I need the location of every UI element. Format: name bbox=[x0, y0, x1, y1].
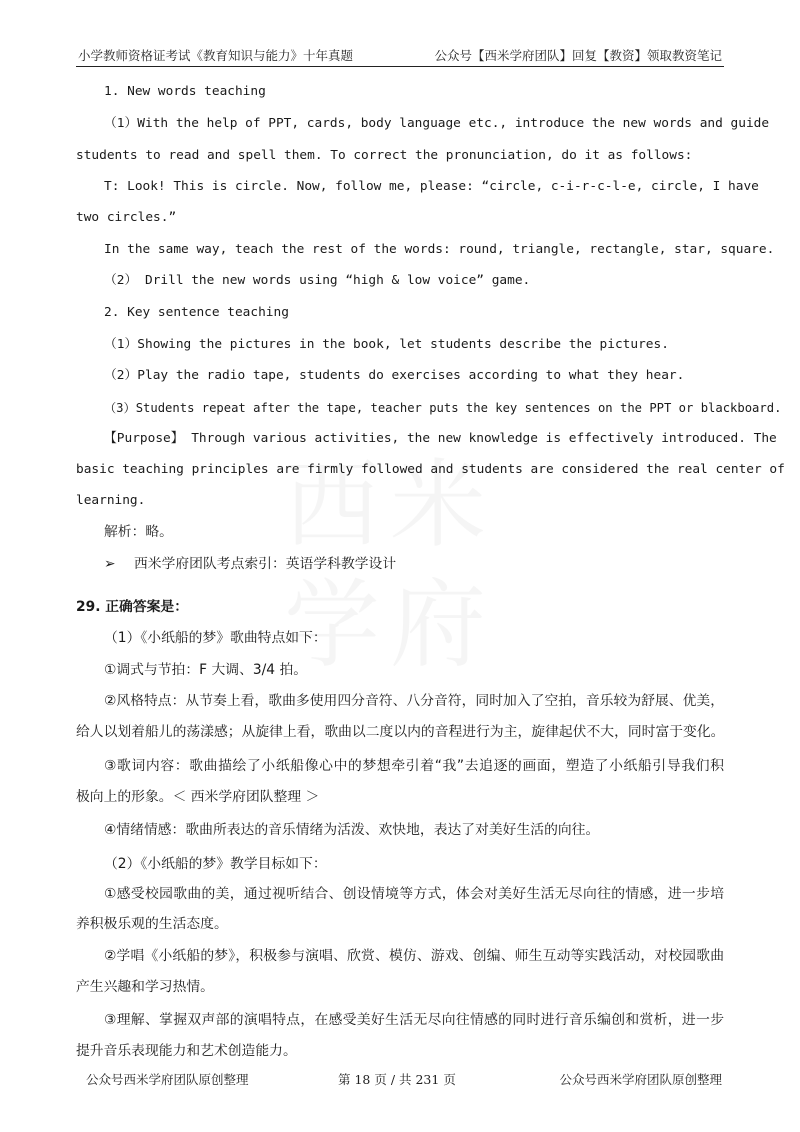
paragraph-line: （2）Play the radio tape, students do exercises according to what they hear. bbox=[104, 368, 685, 383]
paragraph-line: 养积极乐观的生活态度。 bbox=[76, 916, 228, 932]
paragraph-line: ①感受校园歌曲的美，通过视听结合、创设情境等方式，体会对美好生活无尽向往的情感，进一步培 bbox=[104, 886, 724, 902]
paragraph-line: learning. bbox=[76, 493, 146, 508]
heading-key-sentence: 2. Key sentence teaching bbox=[104, 305, 289, 320]
purpose-line: 【Purpose】 Through various activities, the new knowledge is effectively introduced. The bbox=[104, 431, 777, 446]
bullet-icon: ➢ bbox=[104, 556, 116, 572]
page-header bbox=[76, 42, 724, 67]
header-promo: 公众号【西米学府团队】回复【教资】领取教资笔记 bbox=[434, 48, 722, 63]
paragraph-line: （1）Showing the pictures in the book, let students describe the pictures. bbox=[104, 337, 669, 352]
paragraph-line: In the same way, teach the rest of the words: round, triangle, rectangle, star, square. bbox=[104, 242, 775, 257]
paragraph-line: ②学唱《小纸船的梦》，积极参与演唱、欣赏、模仿、游戏、创编、师生互动等实践活动，对校园歌曲 bbox=[104, 948, 724, 964]
header-title: 小学教师资格证考试《教育知识与能力》十年真题 bbox=[78, 48, 354, 63]
question-answer-title: 29. 正确答案是： bbox=[76, 599, 189, 615]
paragraph-line: （1）《小纸船的梦》歌曲特点如下： bbox=[104, 630, 327, 646]
footer-left: 公众号西米学府团队原创整理 bbox=[86, 1072, 249, 1087]
paragraph-line: 给人以划着船儿的荡漾感；从旋律上看，歌曲以二度以内的音程进行为主，旋律起伏不大，同时富于变化。 bbox=[76, 724, 725, 740]
paragraph-line: ②风格特点：从节奏上看，歌曲多使用四分音符、八分音符，同时加入了空拍，音乐较为舒展、优美， bbox=[104, 693, 724, 709]
paragraph-line: （1）With the help of PPT, cards, body language etc., introduce the new words and guide bbox=[104, 116, 770, 131]
heading-new-words: 1. New words teaching bbox=[104, 84, 266, 99]
paragraph-line: 极向上的形象。＜ 西米学府团队整理 ＞ bbox=[76, 789, 320, 805]
paragraph-line: 产生兴趣和学习热情。 bbox=[76, 979, 214, 995]
paragraph-line: （2） Drill the new words using “high & low voice” game. bbox=[104, 273, 531, 288]
paragraph-line: T: Look! This is circle. Now, follow me, please: “circle, c-i-r-c-l-e, circle, I have bbox=[104, 179, 759, 194]
page-footer bbox=[76, 1070, 724, 1090]
paragraph-line: ③理解、掌握双声部的演唱特点，在感受美好生活无尽向往情感的同时进行音乐编创和赏析，进一步 bbox=[104, 1012, 724, 1028]
paragraph-line: （3）Students repeat after the tape, teacher puts the key sentences on the PPT or blackboard. bbox=[104, 401, 782, 415]
index-line: 西米学府团队考点索引：英语学科教学设计 bbox=[134, 556, 397, 572]
paragraph-line: two circles.” bbox=[76, 210, 177, 225]
paragraph-line: ④情绪情感：歌曲所表达的音乐情绪为活泼、欢快地，表达了对美好生活的向往。 bbox=[104, 822, 600, 838]
paragraph-line: students to read and spell them. To correct the pronunciation, do it as follows: bbox=[76, 148, 693, 163]
paragraph-line: （2）《小纸船的梦》教学目标如下： bbox=[104, 856, 327, 872]
page-number: 第 18 页 / 共 231 页 bbox=[338, 1072, 456, 1087]
analysis-line: 解析：略。 bbox=[104, 524, 173, 540]
paragraph-line: basic teaching principles are firmly followed and students are considered the real center of bbox=[76, 462, 785, 477]
footer-right: 公众号西米学府团队原创整理 bbox=[559, 1072, 722, 1087]
paragraph-line: ①调式与节拍：F 大调、3/4 拍。 bbox=[104, 662, 308, 678]
paragraph-line: 提升音乐表现能力和艺术创造能力。 bbox=[76, 1043, 297, 1059]
paragraph-line: ③歌词内容：歌曲描绘了小纸船像心中的梦想牵引着“我”去追逐的画面，塑造了小纸船引导我们积 bbox=[104, 758, 724, 774]
